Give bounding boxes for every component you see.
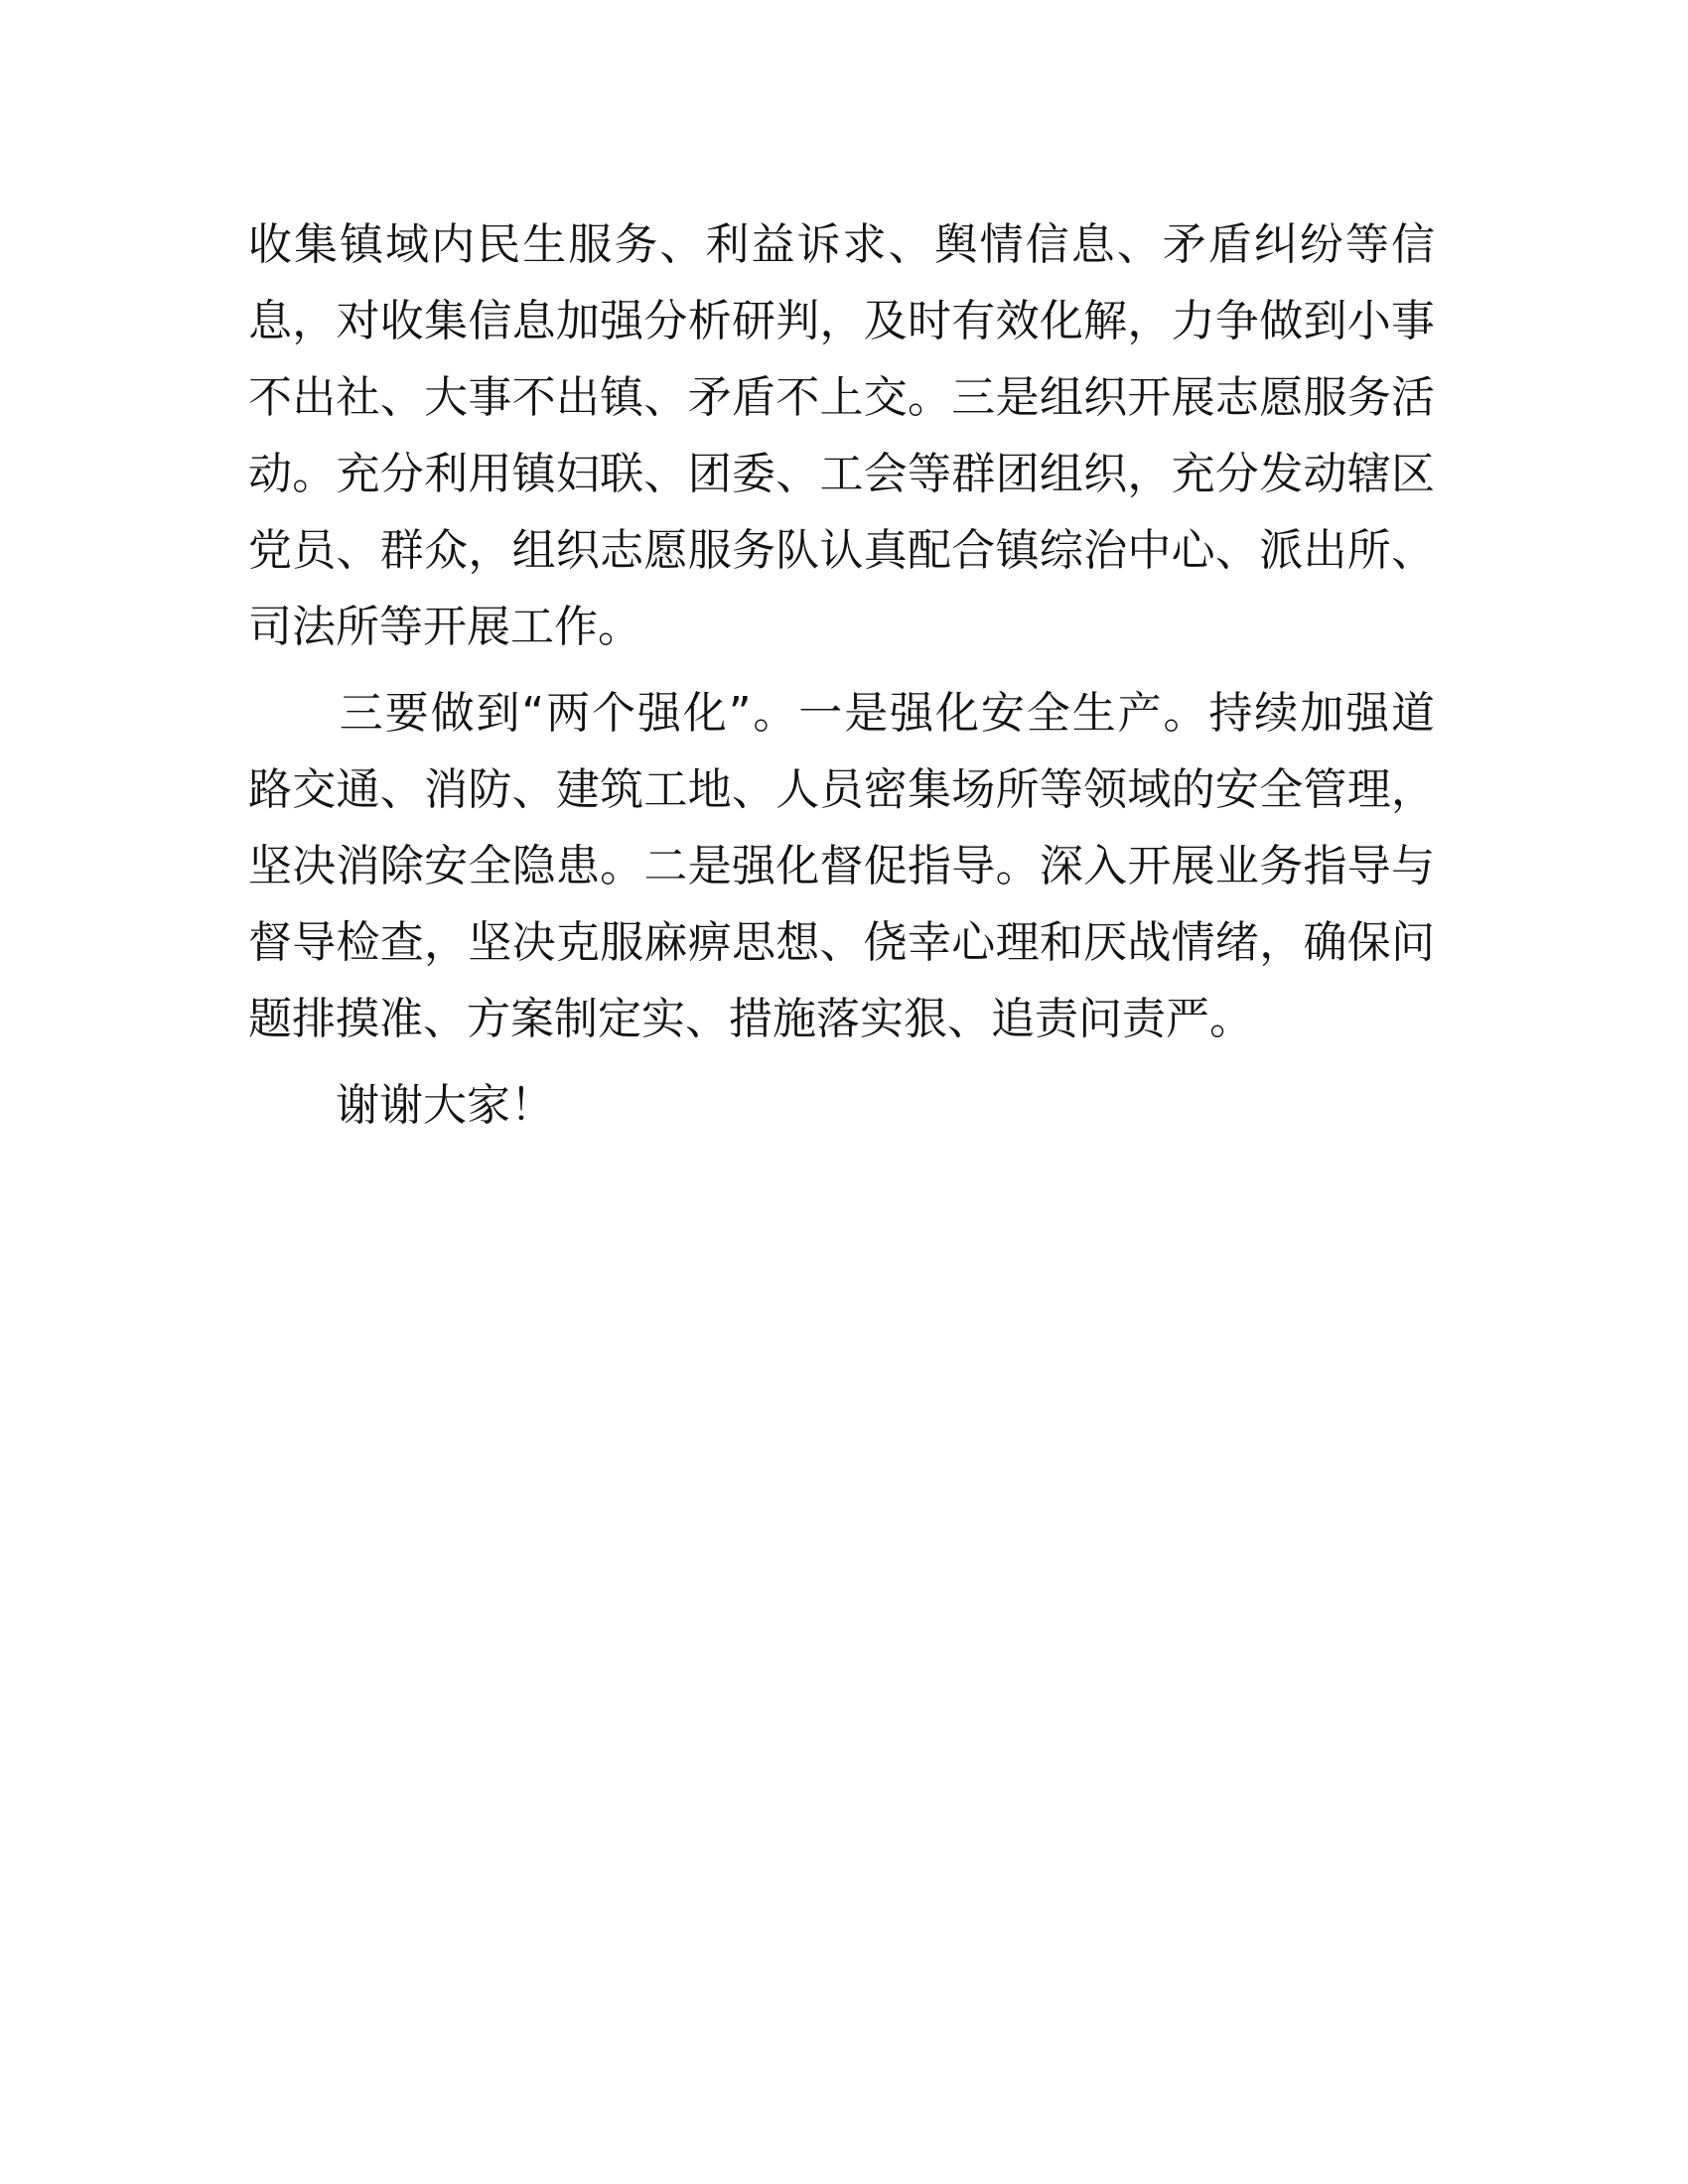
paragraph-2 xyxy=(248,675,1435,1057)
text-line: 督导检查，坚决克服麻痹思想、侥幸心理和厌战情绪，确保问 xyxy=(248,917,1435,968)
closing-line: 谢谢大家！ xyxy=(248,1080,554,1131)
text-line: 坚决消除安全隐患。二是强化督促指导。深入开展业务指导与 xyxy=(248,841,1435,891)
text-line: 三要做到“两个强化”。一是强化安全生产。持续加强道 xyxy=(248,688,1435,739)
text-line: 党员、群众，组织志愿服务队认真配合镇综治中心、派出所、 xyxy=(248,525,1435,576)
paragraph-3 xyxy=(248,1067,1435,1144)
paragraph-spacer xyxy=(248,1057,1435,1067)
text-line: 路交通、消防、建筑工地、人员密集场所等领域的安全管理， xyxy=(248,764,1435,815)
document-body xyxy=(248,206,1435,1144)
text-line: 司法所等开展工作。 xyxy=(248,602,641,652)
text-line: 收集镇域内民生服务、利益诉求、舆情信息、矛盾纠纷等信 xyxy=(248,219,1435,270)
text-line: 息，对收集信息加强分析研判，及时有效化解，力争做到小事 xyxy=(248,296,1435,346)
paragraph-1 xyxy=(248,206,1435,665)
text-line: 动。充分利用镇妇联、团委、工会等群团组织，充分发动辖区 xyxy=(248,449,1435,499)
text-line: 题排摸准、方案制定实、措施落实狠、追责问责严。 xyxy=(248,994,1253,1044)
paragraph-spacer xyxy=(248,665,1435,675)
text-line: 不出社、大事不出镇、矛盾不上交。三是组织开展志愿服务活 xyxy=(248,372,1435,423)
